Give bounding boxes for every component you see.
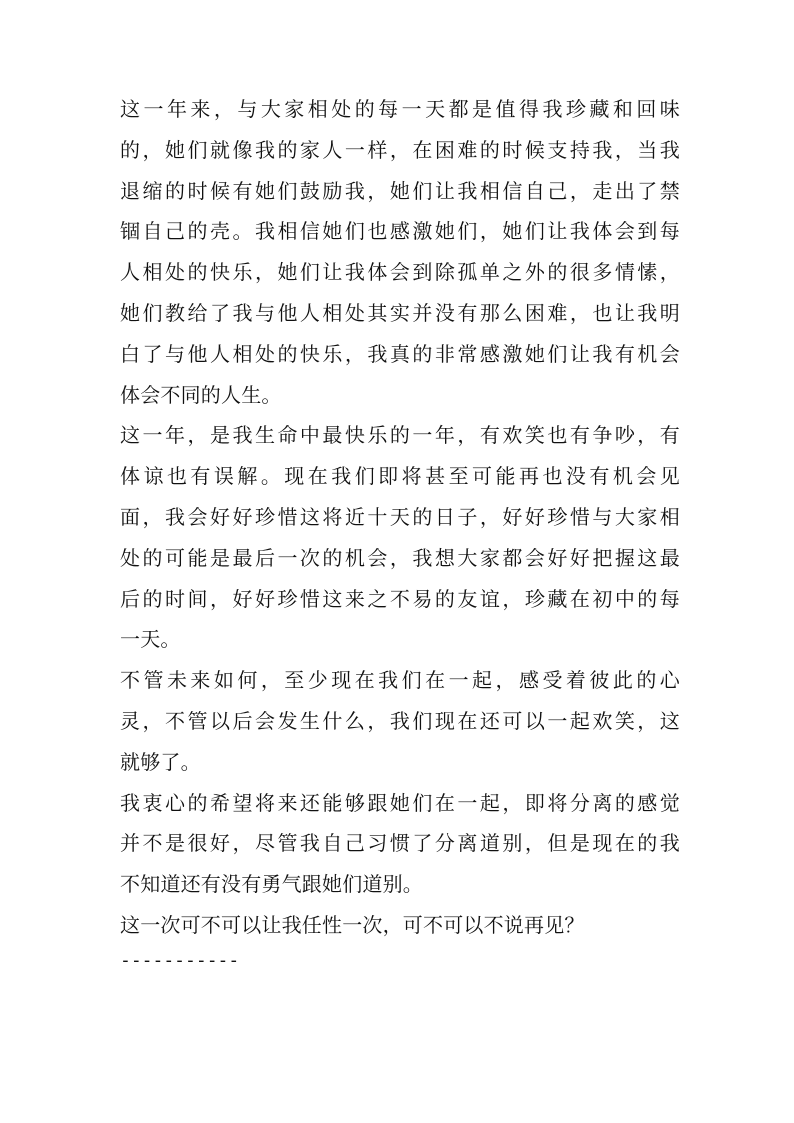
text-line: 就够了。	[120, 749, 201, 774]
paragraph-1	[120, 89, 680, 415]
paragraph-3	[120, 660, 680, 782]
text-line: 灵，不管以后会发生什么，我们现在还可以一起欢笑，这	[120, 708, 680, 733]
text-line: 并不是很好，尽管我自己习惯了分离道别，但是现在的我	[120, 831, 680, 856]
text-line: 一天。	[120, 627, 181, 652]
text-line: 锢自己的壳。我相信她们也感激她们，她们让我体会到每	[120, 219, 680, 244]
text-line: 她们教给了我与他人相处其实并没有那么困难，也让我明	[120, 300, 680, 325]
text-line: 的，她们就像我的家人一样，在困难的时候支持我，当我	[120, 137, 680, 162]
document-body	[120, 89, 680, 976]
text-line: 体会不同的人生。	[120, 382, 282, 407]
text-line: 人相处的快乐，她们让我体会到除孤单之外的很多情愫，	[120, 260, 680, 285]
text-line: 这一次可不可以让我任性一次，可不可以不说再见？	[120, 912, 585, 937]
text-line: 面，我会好好珍惜这将近十天的日子，好好珍惜与大家相	[120, 504, 680, 529]
text-line: 不管未来如何，至少现在我们在一起，感受着彼此的心	[120, 668, 680, 693]
paragraph-5	[120, 905, 680, 946]
separator-line: -----------	[120, 949, 240, 971]
text-line: 这一年，是我生命中最快乐的一年，有欢笑也有争吵，有	[120, 423, 680, 448]
paragraph-2	[120, 415, 680, 660]
text-line: 我衷心的希望将来还能够跟她们在一起，即将分离的感觉	[120, 790, 680, 815]
text-line: 这一年来，与大家相处的每一天都是值得我珍藏和回味	[120, 97, 680, 121]
text-line: 白了与他人相处的快乐，我真的非常感激她们让我有机会	[120, 341, 680, 366]
text-line: 后的时间，好好珍惜这来之不易的友谊，珍藏在初中的每	[120, 586, 680, 611]
text-line: 退缩的时候有她们鼓励我，她们让我相信自己，走出了禁	[120, 178, 680, 203]
text-line: 体谅也有误解。现在我们即将甚至可能再也没有机会见	[120, 464, 680, 489]
paragraph-4	[120, 783, 680, 905]
text-line: 处的可能是最后一次的机会，我想大家都会好好把握这最	[120, 545, 680, 570]
text-line: 不知道还有没有勇气跟她们道别。	[120, 872, 423, 897]
